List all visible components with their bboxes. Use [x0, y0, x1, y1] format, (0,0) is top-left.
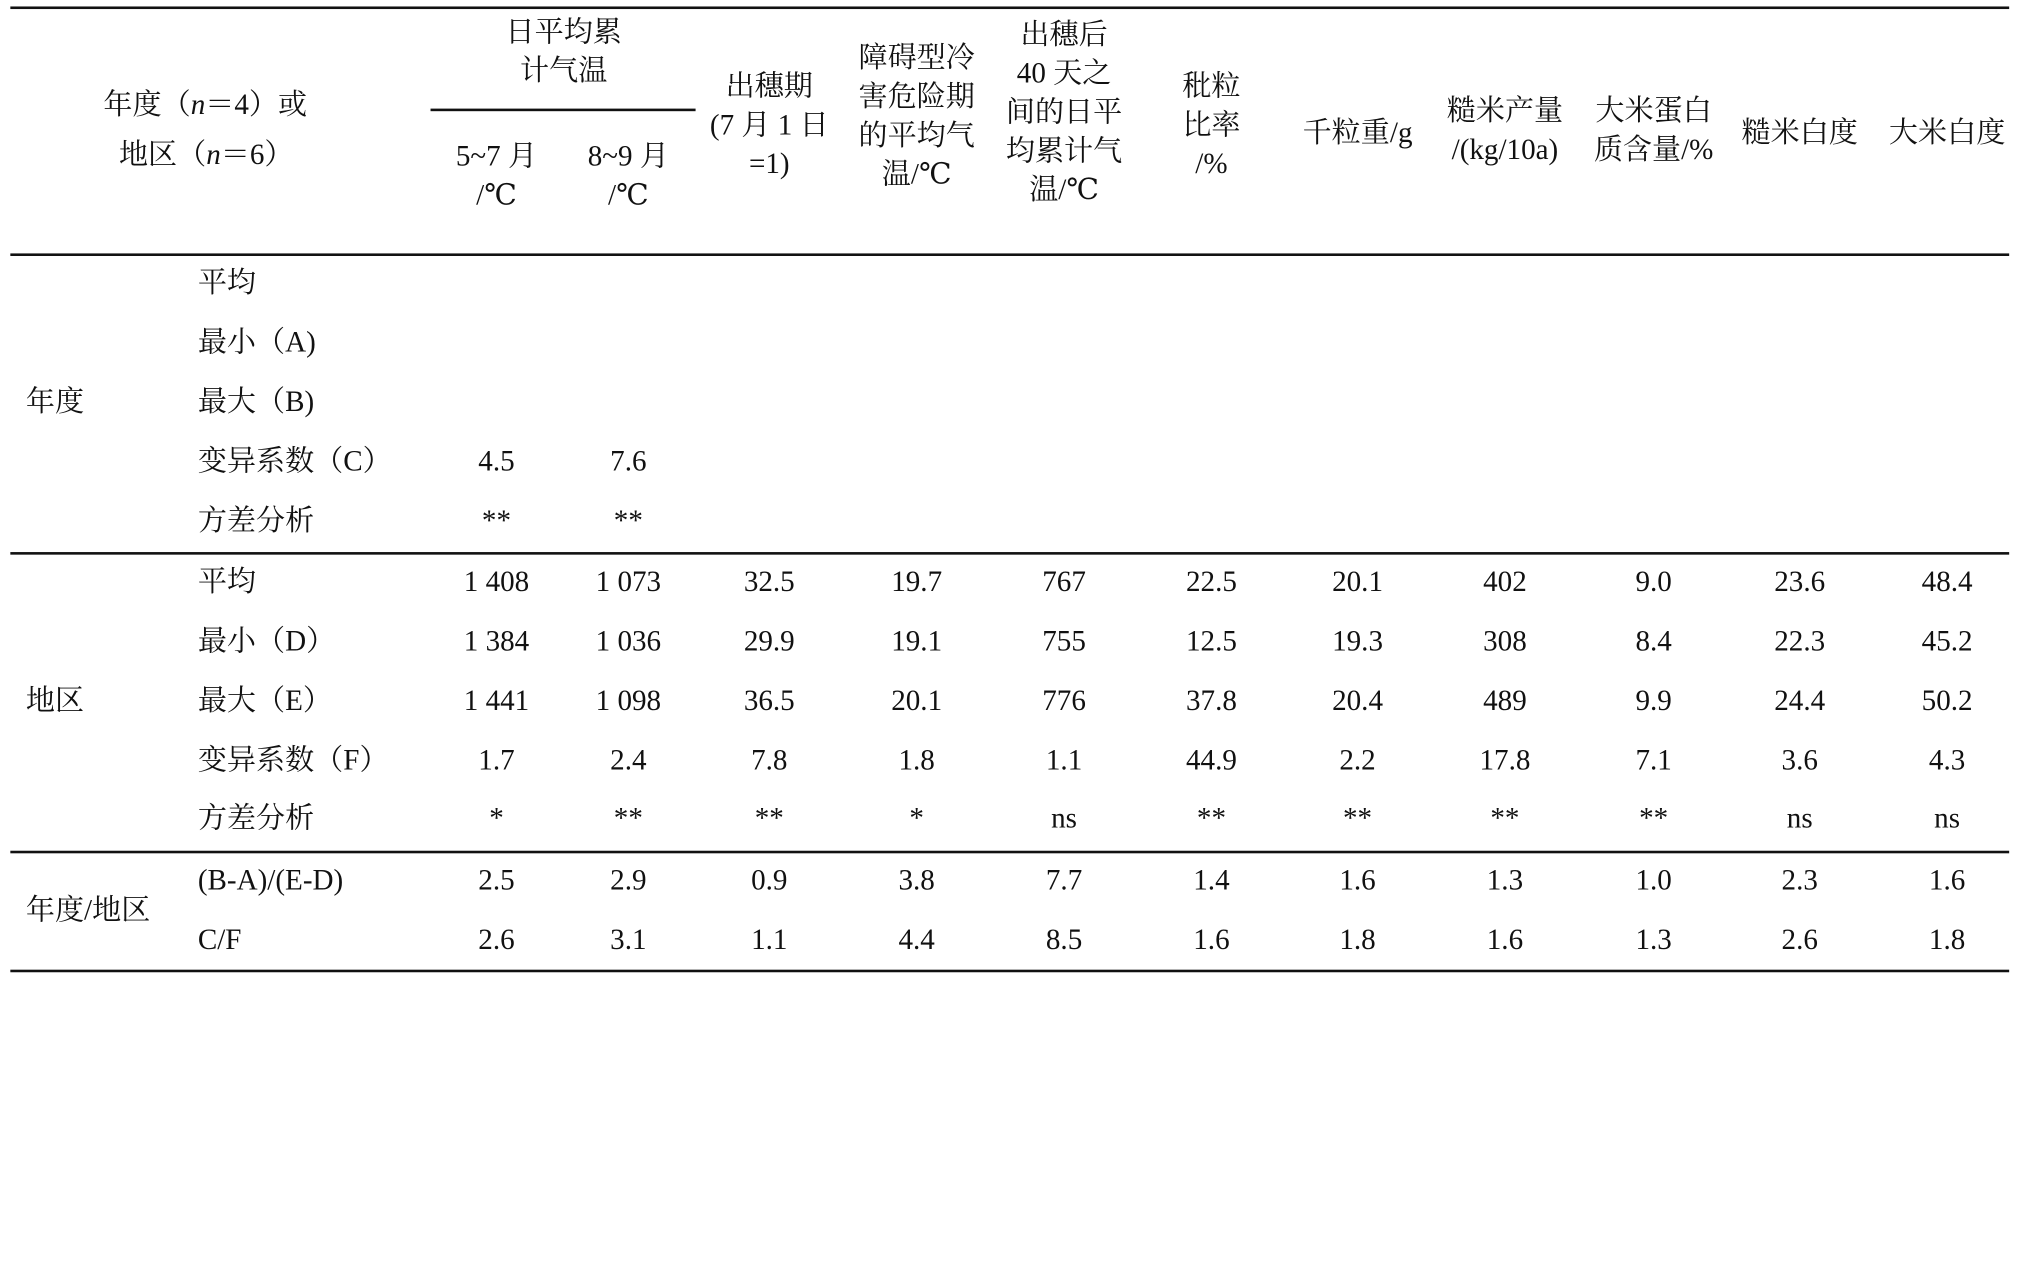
section-label: 年度/地区: [25, 893, 151, 926]
header-first-col-line1: [103, 87, 308, 121]
row-stat-label: 最大（B): [197, 385, 315, 418]
header-post-heading-temp-line: 温/℃: [1029, 173, 1099, 206]
table-cell: 489: [1483, 683, 1527, 717]
table-cell: 50.2: [1921, 683, 1973, 717]
table-cell: 1 384: [463, 624, 530, 657]
table-cell: 9.9: [1635, 683, 1672, 717]
table-cell: 23.6: [1774, 564, 1826, 598]
table-cell: 402: [1483, 564, 1527, 598]
row-stat-label: 平均: [197, 564, 257, 598]
section-rule-2: [10, 851, 2009, 853]
header-cold-risk-temp-line: 害危险期: [858, 80, 975, 113]
table-cell: 22.5: [1185, 564, 1237, 598]
table-cell: 755: [1042, 624, 1086, 657]
header-sub-5-7: [456, 137, 537, 215]
header-sub-5-7-line: 5~7 月: [455, 139, 538, 172]
section-label: 年度: [25, 385, 85, 418]
header-cold-risk-temp: [858, 39, 974, 194]
table-cell: 7.1: [1635, 743, 1672, 776]
table-cell: 20.1: [1332, 564, 1383, 598]
header-brown-rice-whiteness: [1742, 114, 1858, 153]
row-stat-label: 变异系数（F）: [197, 743, 389, 776]
header-first-col-line1-part: ＝4）或: [205, 87, 308, 121]
table-cell: 8.4: [1635, 624, 1672, 657]
table-cell: 1.1: [751, 923, 788, 956]
row-stat-label: C/F: [197, 923, 242, 956]
header-grain-weight: [1303, 114, 1413, 153]
table-cell: 1.6: [1928, 863, 1966, 896]
table-cell: 2.6: [1781, 923, 1818, 956]
table-cell: **: [613, 504, 643, 537]
header-first-col-line2: [118, 138, 294, 171]
header-sub-8-9-line: /℃: [608, 178, 649, 211]
header-group-label: [506, 13, 622, 91]
table-cell: ns: [1934, 801, 1961, 834]
header-heading-date-line: =1): [748, 147, 790, 180]
header-cold-risk-temp-line: 温/℃: [881, 157, 952, 191]
table-cell: 1.3: [1486, 863, 1524, 896]
table-cell: 308: [1483, 624, 1527, 657]
table-cell: 9.0: [1635, 564, 1672, 598]
table-cell: 1.6: [1486, 923, 1524, 956]
header-post-heading-temp-line: 间的日平: [1005, 95, 1123, 128]
header-sub-5-7-line: /℃: [476, 178, 517, 211]
header-post-heading-temp-line: 均累计气: [1005, 134, 1123, 167]
table-cell: 45.2: [1921, 624, 1973, 657]
table-cell: **: [613, 801, 643, 834]
table-cell: 17.8: [1479, 743, 1531, 776]
header-sub-8-9: [588, 137, 669, 215]
table-cell: 2.3: [1781, 863, 1818, 896]
header-group-label-line: 计气温: [520, 54, 608, 87]
header-rice-whiteness-line: 大米白度: [1888, 116, 2006, 149]
table-cell: 2.5: [478, 863, 515, 896]
header-heading-date-line: 出穗期: [725, 69, 813, 103]
row-stat-label: 方差分析: [197, 504, 315, 537]
header-chaff-ratio-line: /%: [1195, 147, 1228, 180]
header-chaff-ratio-line: 比率: [1182, 108, 1241, 141]
row-stat-label: (B-A)/(E-D): [197, 863, 344, 896]
header-heading-date-line: (7 月 1 日: [709, 108, 829, 141]
table-cell: 4.5: [478, 444, 515, 478]
row-stat-label: 方差分析: [197, 801, 315, 834]
table-cell: *: [909, 801, 924, 834]
table-cell: 0.9: [751, 863, 788, 896]
table-cell: 1.0: [1635, 863, 1672, 896]
header-protein-content: [1594, 92, 1714, 170]
table-cell: **: [1196, 801, 1226, 834]
header-chaff-ratio: [1182, 67, 1240, 183]
table-cell: 1.8: [1339, 923, 1376, 956]
header-post-heading-temp-line: 40 天之: [1016, 56, 1112, 90]
table-cell: 3.6: [1781, 743, 1818, 776]
table-cell: 767: [1042, 564, 1086, 598]
table-cell: **: [1490, 801, 1520, 834]
table-cell: 1.7: [478, 743, 515, 776]
header-post-heading-temp-line: 出穗后: [1020, 18, 1108, 51]
group-underline: [431, 109, 696, 111]
header-protein-content-line: 大米蛋白: [1595, 94, 1712, 127]
table-cell: 36.5: [743, 683, 795, 717]
header-first-col-line1-part: n: [190, 87, 206, 121]
table-cell: 44.9: [1185, 743, 1237, 776]
table-cell: 32.5: [743, 564, 795, 598]
header-protein-content-line: 质含量/%: [1593, 133, 1714, 166]
table-cell: 12.5: [1185, 624, 1237, 657]
table-cell: **: [1639, 801, 1669, 834]
header-heading-date: [710, 67, 829, 183]
table-cell: 1.4: [1193, 863, 1230, 896]
table-cell: **: [754, 801, 784, 834]
table-cell: 1 408: [463, 564, 530, 598]
data-table: [10, 6, 2009, 972]
header-first-col-line1-part: 年度（: [103, 87, 191, 121]
table-cell: 1.6: [1193, 923, 1230, 956]
table-cell: 2.9: [610, 863, 647, 896]
row-stat-label: 变异系数（C）: [197, 444, 392, 478]
top-rule: [10, 6, 2009, 9]
bottom-rule: [10, 970, 2009, 973]
table-cell: 3.1: [610, 923, 647, 956]
header-post-heading-temp: [1006, 16, 1122, 210]
table-cell: 7.6: [610, 444, 647, 478]
table-cell: 1 073: [595, 564, 662, 598]
table-cell: 1.8: [898, 743, 935, 776]
header-brown-rice-yield: [1447, 92, 1563, 170]
table-cell: 8.5: [1045, 923, 1083, 956]
header-rule: [10, 253, 2009, 255]
row-stat-label: 最小（D）: [197, 624, 336, 657]
table-cell: 1 036: [595, 624, 662, 657]
row-stat-label: 最大（E）: [197, 683, 332, 717]
table-cell: 4.3: [1928, 743, 1966, 776]
table-cell: 2.6: [478, 923, 515, 956]
header-group-label-line: 日平均累: [505, 15, 622, 48]
header-cold-risk-temp-line: 的平均气: [858, 118, 975, 152]
table-cell: **: [1342, 801, 1373, 834]
header-first-col-line2-part: 地区（: [118, 138, 207, 171]
table-cell: 1.8: [1928, 923, 1966, 956]
table-cell: 1 098: [595, 683, 662, 717]
table-cell: 19.7: [891, 564, 943, 598]
header-grain-weight-line: 千粒重/g: [1302, 116, 1413, 149]
header-rice-whiteness: [1889, 114, 2005, 153]
table-cell: 19.3: [1332, 624, 1383, 657]
header-cold-risk-temp-line: 障碍型冷: [858, 41, 975, 74]
table-cell: 24.4: [1774, 683, 1826, 717]
header-chaff-ratio-line: 秕粒: [1182, 69, 1241, 103]
table-cell: 2.2: [1339, 743, 1376, 776]
header-sub-8-9-line: 8~9 月: [587, 139, 669, 172]
header-brown-rice-yield-line: /(kg/10a): [1451, 133, 1559, 166]
row-stat-label: 平均: [197, 266, 257, 299]
table-cell: 776: [1042, 683, 1086, 717]
table-cell: **: [481, 504, 512, 537]
row-stat-label: 最小（A): [197, 325, 316, 359]
table-cell: 48.4: [1921, 564, 1973, 598]
table-cell: 1.3: [1635, 923, 1672, 956]
table-cell: 20.1: [891, 683, 943, 717]
table-cell: 4.4: [898, 923, 935, 956]
table-cell: 3.8: [898, 863, 935, 896]
table-cell: ns: [1786, 801, 1813, 834]
table-cell: 29.9: [743, 624, 795, 657]
header-first-col-line2-part: n: [206, 138, 221, 171]
section-rule-1: [10, 552, 2009, 554]
table-cell: 19.1: [891, 624, 943, 657]
table-cell: 1.6: [1339, 863, 1376, 896]
table-cell: 7.8: [751, 743, 788, 776]
section-label: 地区: [25, 683, 85, 717]
table-cell: 20.4: [1332, 683, 1383, 717]
table-cell: 22.3: [1774, 624, 1826, 657]
table-cell: 2.4: [610, 743, 647, 776]
header-brown-rice-whiteness-line: 糙米白度: [1741, 116, 1858, 149]
table-cell: 1.1: [1045, 743, 1083, 776]
table-cell: 37.8: [1185, 683, 1237, 717]
table-cell: 1 441: [463, 683, 530, 717]
table-cell: ns: [1051, 801, 1077, 834]
table-cell: 7.7: [1045, 863, 1083, 896]
table-cell: *: [489, 801, 504, 834]
header-brown-rice-yield-line: 糙米产量: [1446, 94, 1564, 127]
header-first-col-line2-part: ＝6）: [220, 138, 294, 171]
